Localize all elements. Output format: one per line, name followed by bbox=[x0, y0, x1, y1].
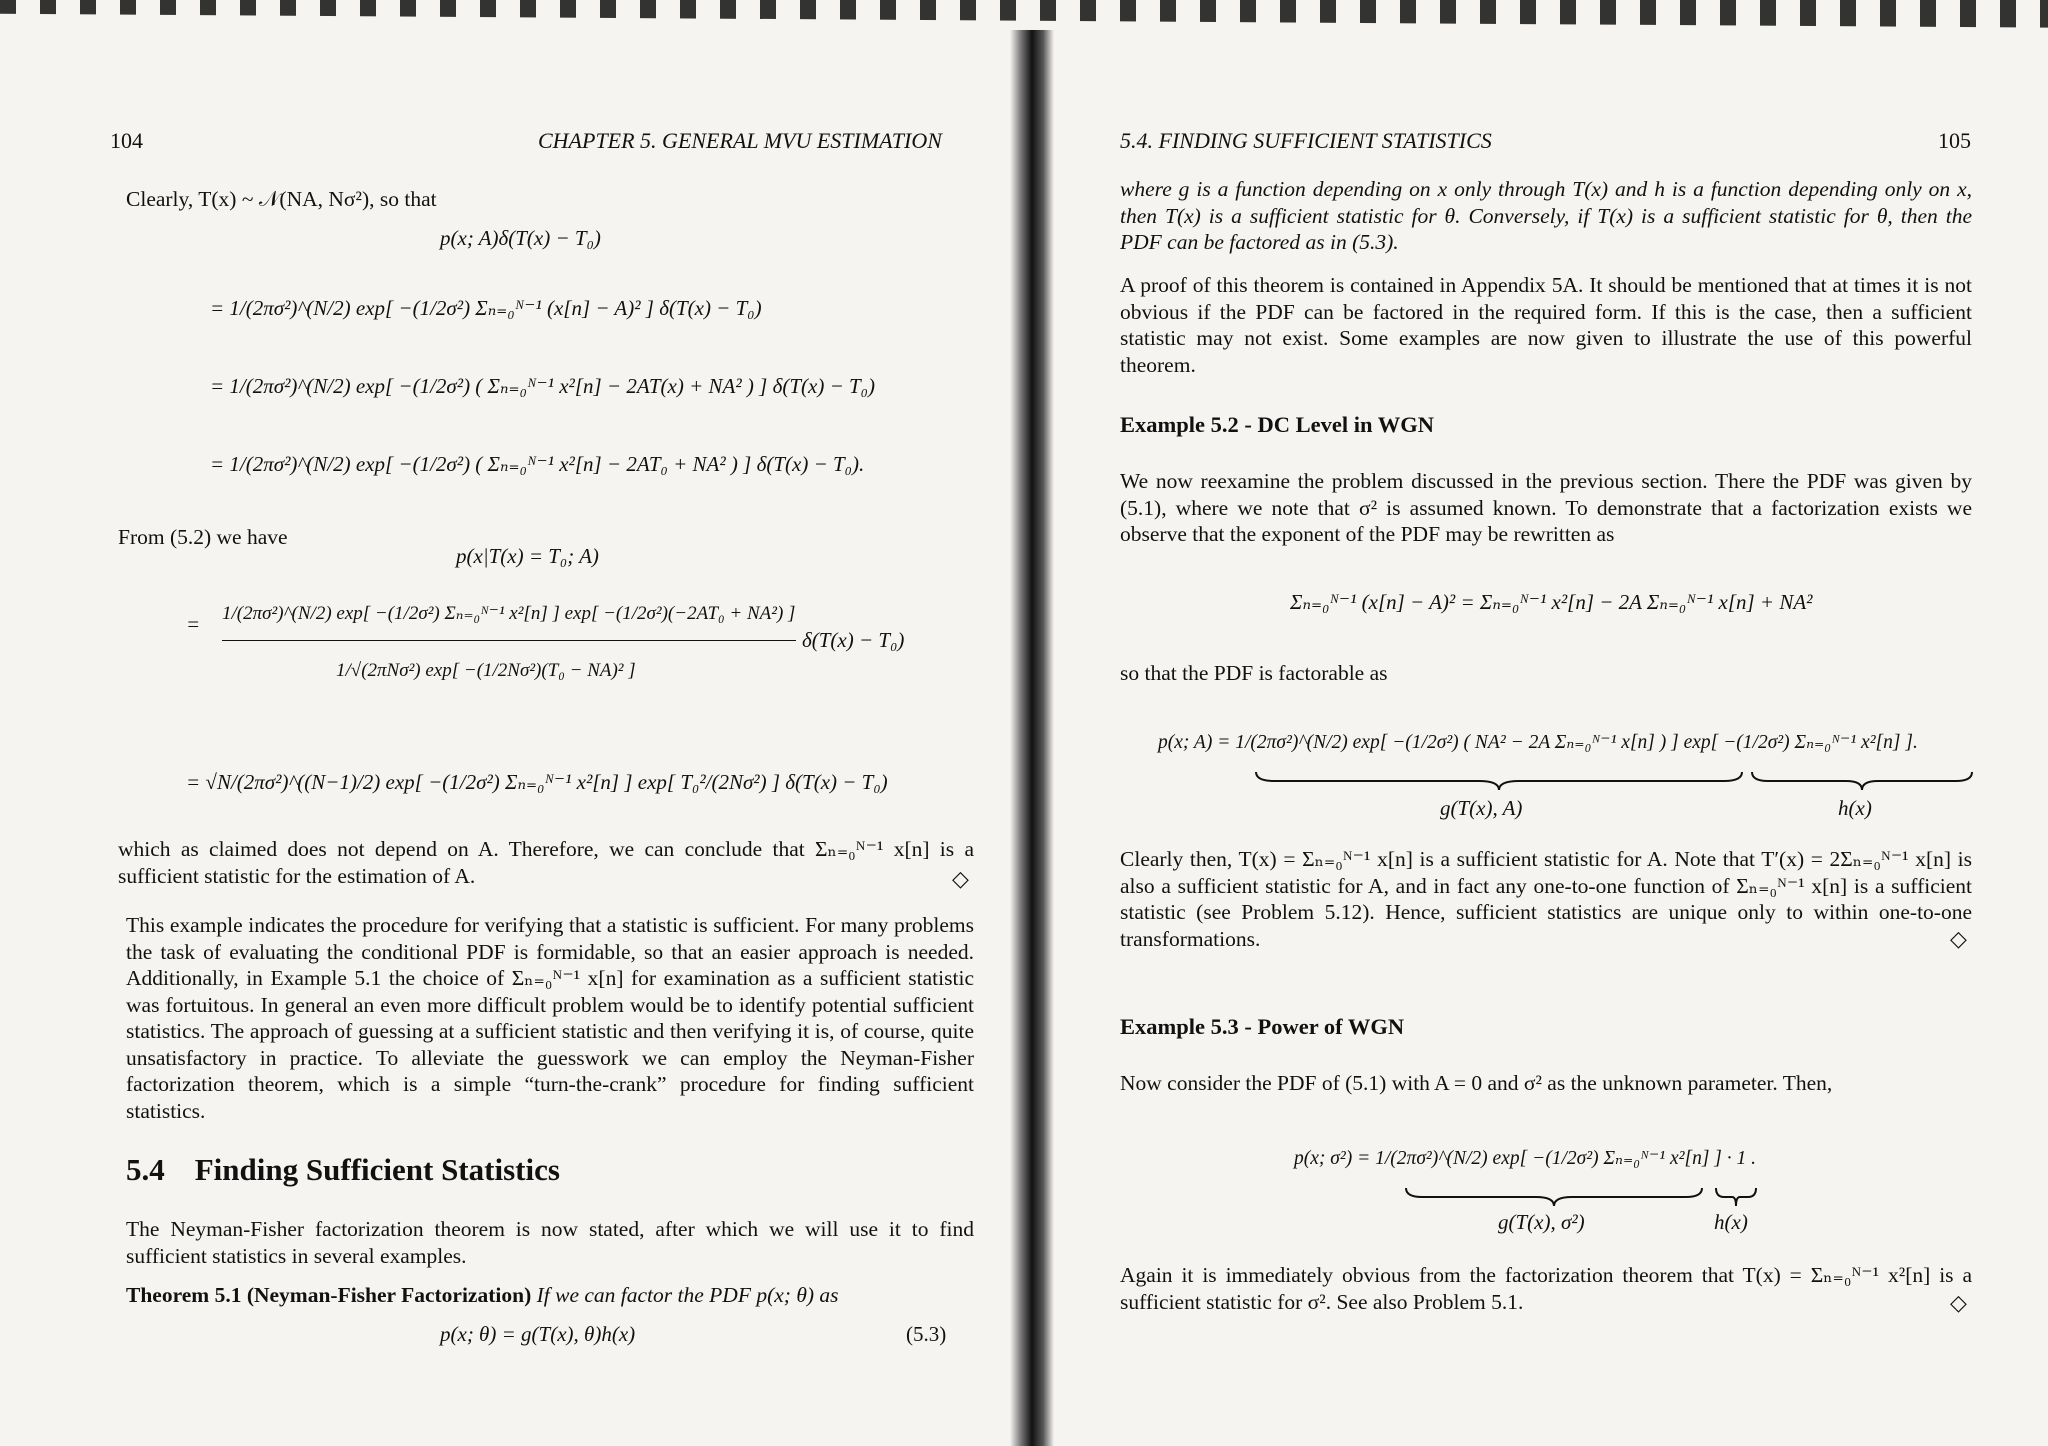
equation-fraction-numerator: 1/(2πσ²)^(N/2) exp[ −(1/2σ²) Σₙ₌₀ᴺ⁻¹ x²[n] ] exp[ −(1/2σ²)(−2AT₀ + NA²) ] bbox=[222, 603, 796, 624]
theorem-continuation: where g is a function depending on x only through T(x) and h is a function depending only on x, then T(x) is a sufficient statistic for θ. Conversely, if T(x) is a sufficient statistic for θ, then the PDF can be factored as in (5.3). bbox=[1120, 177, 1972, 254]
equation-line-3: = 1/(2πσ²)^(N/2) exp[ −(1/2σ²) ( Σₙ₌₀ᴺ⁻¹ x²[n] − 2AT₀ + NA² ) ] δ(T(x) − T₀). bbox=[210, 452, 865, 476]
h-label: h(x) bbox=[1838, 796, 1872, 820]
example-2-title: Example 5.2 - DC Level in WGN bbox=[1120, 412, 1434, 437]
example-3-paragraph: Now consider the PDF of (5.1) with A = 0 and σ² as the unknown parameter. Then, bbox=[1120, 1071, 1833, 1095]
example-2-conclusion bbox=[1120, 846, 1972, 952]
theorem-label: Theorem 5.1 (Neyman-Fisher Factorization) bbox=[126, 1283, 532, 1307]
equation-head: p(x; A)δ(T(x) − T₀) bbox=[440, 226, 601, 250]
h-underbrace-2 bbox=[1714, 1186, 1758, 1208]
section-title: Finding Sufficient Statistics bbox=[194, 1152, 560, 1187]
page-number: 104 bbox=[110, 128, 143, 153]
from-text: From (5.2) we have bbox=[118, 525, 288, 549]
equation-fraction-tail: δ(T(x) − T₀) bbox=[802, 628, 905, 652]
claim-paragraph: which as claimed does not depend on A. Therefore, we can conclude that Σₙ₌₀ᴺ⁻¹ x[n] is a sufficient statistic for the estimation of A. bbox=[118, 837, 974, 888]
example-2-paragraph: We now reexamine the problem discussed in the previous section. There the PDF was given by (5.1), where we note that σ² is assumed known. To demonstrate that a factorization exists we observe that the exponent of the PDF may be rewritten as bbox=[1120, 469, 1972, 546]
proof-paragraph: A proof of this theorem is contained in Appendix 5A. It should be mentioned that at times it is not obvious if the PDF can be factored in the required form. If this is the case, then a sufficient statistic may not exist. Some examples are now given to illustrate the use of this powerful theorem. bbox=[1120, 273, 1972, 377]
example-2-conclusion-text: Clearly then, T(x) = Σₙ₌₀ᴺ⁻¹ x[n] is a sufficient statistic for A. Note that T′(x) = 2Σₙ₌₀ᴺ⁻¹ x[n] is also a sufficient statistic for A, and in fact any one-to-one function of Σₙ₌₀ᴺ⁻¹ x[n] is a sufficient statistic (see Problem 5.12). Hence, sufficient statistics are unique only to within one-to-one transformations. bbox=[1120, 847, 1972, 951]
h-label-2: h(x) bbox=[1714, 1210, 1748, 1234]
equation-conditional: p(x|T(x) = T₀; A) bbox=[456, 544, 599, 568]
qed-symbol: ◇ bbox=[1950, 926, 1967, 951]
h-underbrace bbox=[1750, 770, 1974, 792]
equation-line-2: = 1/(2πσ²)^(N/2) exp[ −(1/2σ²) ( Σₙ₌₀ᴺ⁻¹ x²[n] − 2AT(x) + NA² ) ] δ(T(x) − T₀) bbox=[210, 374, 875, 398]
example-3-conclusion: Again it is immediately obvious from the factorization theorem that T(x) = Σₙ₌₀ᴺ⁻¹ x²[n] is a sufficient statistic for σ². See also Problem 5.1. bbox=[1120, 1263, 1972, 1314]
qed-symbol: ◇ bbox=[952, 866, 969, 891]
section-intro: The Neyman-Fisher factorization theorem is now stated, after which we will use it to find sufficient statistics in several examples. bbox=[126, 1217, 974, 1268]
example-2-equation: Σₙ₌₀ᴺ⁻¹ (x[n] − A)² = Σₙ₌₀ᴺ⁻¹ x²[n] − 2A Σₙ₌₀ᴺ⁻¹ x[n] + NA² bbox=[1290, 590, 1813, 614]
equation-line-1: = 1/(2πσ²)^(N/2) exp[ −(1/2σ²) Σₙ₌₀ᴺ⁻¹ (x[n] − A)² ] δ(T(x) − T₀) bbox=[210, 296, 762, 320]
g-underbrace-2 bbox=[1404, 1186, 1704, 1208]
theorem-text: If we can factor the PDF p(x; θ) as bbox=[536, 1283, 839, 1307]
book-gutter-shadow bbox=[1010, 30, 1054, 1446]
theorem-statement bbox=[126, 1282, 974, 1309]
example-3-equation: p(x; σ²) = 1/(2πσ²)^(N/2) exp[ −(1/2σ²) Σₙ₌₀ᴺ⁻¹ x²[n] ] · 1 . bbox=[1294, 1148, 1757, 1169]
running-head: 5.4. FINDING SUFFICIENT STATISTICS bbox=[1120, 128, 1492, 153]
running-head: CHAPTER 5. GENERAL MVU ESTIMATION bbox=[538, 128, 942, 153]
g-label: g(T(x), A) bbox=[1440, 796, 1523, 820]
factorable-text: so that the PDF is factorable as bbox=[1120, 661, 1388, 685]
g-underbrace bbox=[1254, 770, 1744, 792]
equation-final: = √N/(2πσ²)^((N−1)/2) exp[ −(1/2σ²) Σₙ₌₀ᴺ⁻¹ x²[n] ] exp[ T₀²/(2Nσ²) ] δ(T(x) − T₀) bbox=[186, 770, 888, 794]
equation-fraction-denominator: 1/√(2πNσ²) exp[ −(1/2Nσ²)(T₀ − NA)² ] bbox=[336, 660, 636, 681]
section-heading bbox=[126, 1152, 560, 1188]
page-number: 105 bbox=[1938, 128, 1971, 153]
right-page bbox=[1054, 0, 2048, 1446]
fraction-bar bbox=[222, 640, 796, 641]
qed-symbol: ◇ bbox=[1950, 1290, 1967, 1315]
equation-fraction-lead: = bbox=[186, 612, 201, 636]
theorem-equation: p(x; θ) = g(T(x), θ)h(x) bbox=[440, 1322, 636, 1346]
example-3-title: Example 5.3 - Power of WGN bbox=[1120, 1014, 1405, 1039]
g-label-2: g(T(x), σ²) bbox=[1498, 1210, 1585, 1234]
factorization-equation: p(x; A) = 1/(2πσ²)^(N/2) exp[ −(1/2σ²) ( NA² − 2A Σₙ₌₀ᴺ⁻¹ x[n] ) ] exp[ −(1/2σ²) Σₙ₌₀ᴺ⁻¹ x²[n] ]. bbox=[1158, 732, 1918, 753]
left-page bbox=[0, 0, 1010, 1446]
equation-number: (5.3) bbox=[906, 1322, 947, 1346]
intro-text: Clearly, T(x) ~ 𝒩(NA, Nσ²), so that bbox=[126, 187, 437, 211]
procedure-paragraph: This example indicates the procedure for verifying that a statistic is sufficient. For many problems the task of evaluating the conditional PDF is formidable, so that an easier approach is needed. Additionally, in Example 5.1 the choice of Σₙ₌₀ᴺ⁻¹ x[n] for examination as a sufficient statistic was fortuitous. In general an even more difficult problem would be to identify potential sufficient statistics. The approach of guessing at a sufficient statistic and then verifying it is, of course, quite unsatisfactory in practice. To alleviate the guesswork we can employ the Neyman-Fisher factorization theorem, which is a simple “turn-the-crank” procedure for finding sufficient statistics. bbox=[126, 913, 974, 1123]
section-number: 5.4 bbox=[126, 1152, 165, 1187]
